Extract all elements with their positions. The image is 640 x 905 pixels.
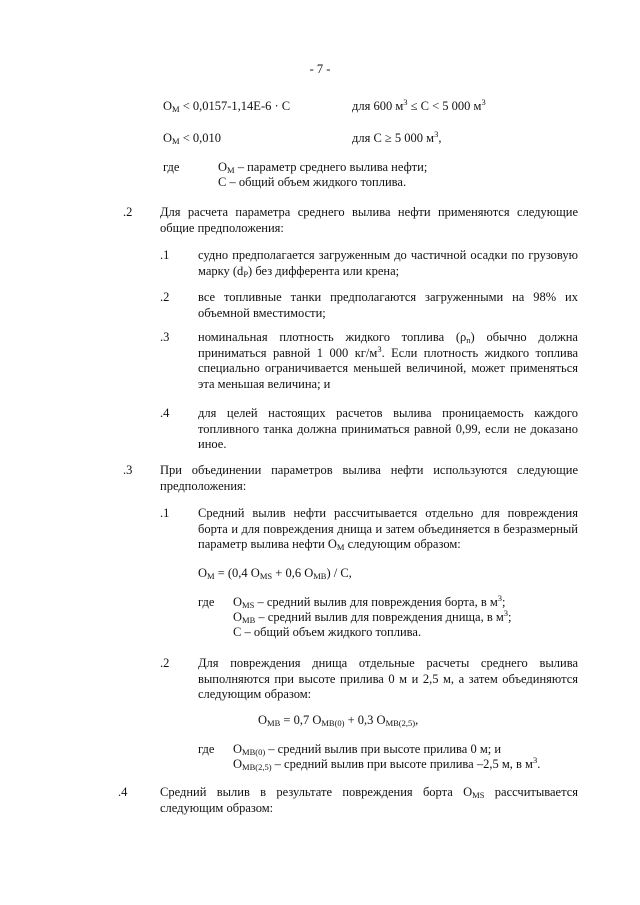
definition-c: C – общий объем жидкого топлива.: [218, 175, 407, 189]
formula-om-line-2: $O_M < 0,010$: [163, 131, 222, 146]
where-label: где: [198, 742, 215, 756]
item-text: все топливные танки предполагаются загруженными на 98% их объемной вместимости;: [198, 290, 578, 320]
definition-omb25: $O_{MB(2,5)}$ – средний вылив при высоте прилива –2,5 м, в $м^3$.: [233, 755, 541, 772]
item-number: .1: [160, 506, 170, 520]
section-number: .4: [118, 785, 128, 799]
section-number: .3: [123, 463, 133, 477]
section-text: При объединении параметров вылива нефти используются следующие предположения:: [160, 463, 578, 493]
formula-om-line-1: $O_M < 0,0157-1,14E-6 \cdot C$: [163, 99, 291, 114]
item-text: Для повреждения днища отдельные расчеты среднего вылива выполняются при высоте прилива 0 м и 2,5 м, а затем объединяются следующим образом:: [198, 656, 578, 701]
item-text: Средний вылив нефти рассчитывается отдельно для повреждения борта и для повреждения днища и затем объединяется в безразмерный параметр вылива нефти $O_M$ следующим образом:: [198, 506, 578, 552]
where-label: где: [198, 595, 215, 609]
definition-omb: $O_{MB}$ – средний вылив для повреждения днища, в $м^3$;: [233, 608, 512, 625]
item-number: .3: [160, 330, 170, 344]
section-text: Для расчета параметра среднего вылива нефти применяются следующие общие предположения:: [160, 205, 578, 235]
where-label: где: [163, 160, 180, 174]
item-text: номинальная плотность жидкого топлива $(\rho_n)$ обычно должна приниматься равной 1 000 $кг/м^3$. Если плотность жидкого топлива специально ограничивается меньшей величиной, может применяться эта меньшая величина; и: [198, 330, 578, 391]
section-number: .2: [123, 205, 133, 219]
definition-oms: $O_{MS}$ – средний вылив для повреждения борта, в $м^3$;: [233, 593, 506, 610]
definition-c: C – общий объем жидкого топлива.: [233, 625, 422, 639]
definition-om: $O_M$ – параметр среднего вылива нефти;: [218, 160, 428, 175]
formula-condition-2: для C ≥ 5 000 $м^3$,: [352, 129, 442, 145]
page-number: - 7 -: [309, 62, 331, 76]
item-number: .1: [160, 248, 170, 262]
item-text: для целей настоящих расчетов вылива проницаемость каждого топливного танка должна приниматься равной 0,99, если не доказано иное.: [198, 406, 578, 451]
section-text: Средний вылив в результате повреждения борта $O_{MS}$ рассчитывается следующим образом:: [160, 785, 578, 815]
item-number: .2: [160, 656, 170, 670]
item-text: судно предполагается загруженным до частичной осадки по грузовую марку $(d_P)$ без дифферента или крена;: [198, 248, 578, 279]
formula-om-combined: $O_M = (0,4$ $O_{MS} + 0,6$ $O_{MB}$) / C,: [198, 566, 352, 581]
formula-condition-1: для 600 $м^3 \le C < 5$ 000 $м^3$: [352, 97, 486, 113]
definition-omb0: $O_{MB(0)}$ – средний вылив при высоте прилива 0 м; и: [233, 742, 502, 757]
item-number: .4: [160, 406, 170, 420]
formula-omb: $O_{MB} = 0,7$ $O_{MB(0)} + 0,3$ $O_{MB(2,5)}$,: [258, 713, 419, 728]
item-number: .2: [160, 290, 170, 304]
